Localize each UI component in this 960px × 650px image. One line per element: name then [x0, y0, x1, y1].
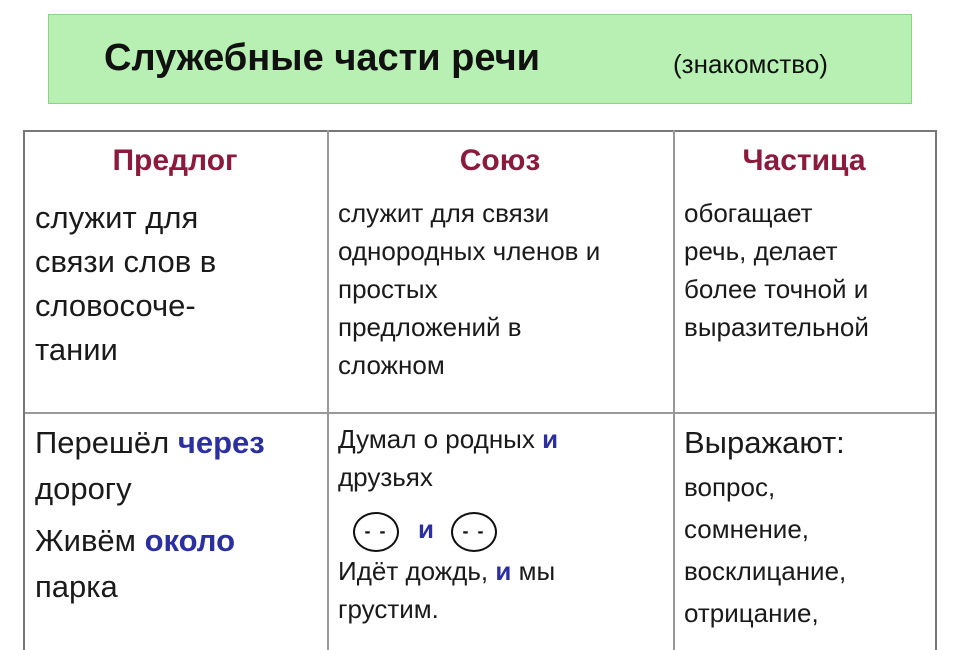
header-particle: Частица — [742, 144, 866, 177]
example-1-cont: друзьях — [338, 462, 433, 492]
definition-line: выразительной — [684, 312, 869, 342]
table-top-border — [23, 130, 937, 132]
particle-examples — [684, 420, 934, 634]
definition-line: сложном — [338, 350, 445, 380]
header-preposition: Предлог — [112, 144, 238, 177]
particle-examples-head: Выражают: — [684, 425, 845, 460]
example-1 — [338, 420, 668, 458]
definition-line: обогащает — [684, 198, 813, 228]
table-left-border — [23, 130, 25, 650]
preposition-examples — [35, 420, 265, 610]
example-1 — [35, 420, 265, 466]
example-text: Живём — [35, 523, 145, 558]
faces-conjunction: и — [418, 514, 434, 544]
face-left-icon: - - — [353, 512, 399, 552]
example-text: Идёт дождь, — [338, 556, 496, 586]
example-text: мы — [511, 556, 556, 586]
header-conjunction: Союз — [459, 144, 541, 177]
definition-line: речь, делает — [684, 236, 838, 266]
highlight-conjunction: и — [495, 556, 512, 586]
conjunction-examples — [338, 420, 668, 496]
example-2-cont: парка — [35, 569, 118, 604]
table-col-divider-1 — [327, 130, 329, 650]
table-right-border — [935, 130, 937, 650]
example-2-cont: грустим. — [338, 594, 439, 624]
example-2 — [338, 552, 555, 590]
conjunction-definition — [338, 194, 600, 384]
highlight-preposition: около — [144, 523, 236, 558]
particle-function: сомнение, — [684, 514, 810, 544]
definition-line: служит для связи — [338, 198, 550, 228]
title-banner — [48, 14, 912, 104]
definition-line: предложений в — [338, 312, 522, 342]
definition-line: более точной и — [684, 274, 869, 304]
particle-function: восклицание, — [684, 556, 847, 586]
particle-definition — [684, 194, 869, 346]
definition-line: тании — [35, 332, 118, 367]
highlight-conjunction: и — [542, 424, 559, 454]
definition-line: словосоче- — [35, 288, 196, 323]
table-col-divider-2 — [673, 130, 675, 650]
definition-line: однородных членов и — [338, 236, 601, 266]
example-text: Думал о родных — [338, 424, 543, 454]
definition-line: простых — [338, 274, 438, 304]
particle-function: отрицание, — [684, 598, 819, 628]
particle-function: вопрос, — [684, 472, 776, 502]
page-title: Служебные части речи — [104, 37, 540, 79]
conjunction-example-2 — [338, 552, 555, 628]
example-2 — [35, 518, 265, 564]
page-subtitle: (знакомство) — [673, 49, 828, 79]
table-row-divider — [23, 412, 937, 414]
preposition-definition — [35, 196, 216, 372]
parts-of-speech-table — [23, 130, 937, 650]
example-1-cont: дорогу — [35, 471, 132, 506]
definition-line: связи слов в — [35, 244, 217, 279]
highlight-preposition: через — [177, 425, 265, 460]
example-text: Перешёл — [35, 425, 178, 460]
face-right-icon: - - — [451, 512, 497, 552]
definition-line: служит для — [35, 200, 199, 235]
